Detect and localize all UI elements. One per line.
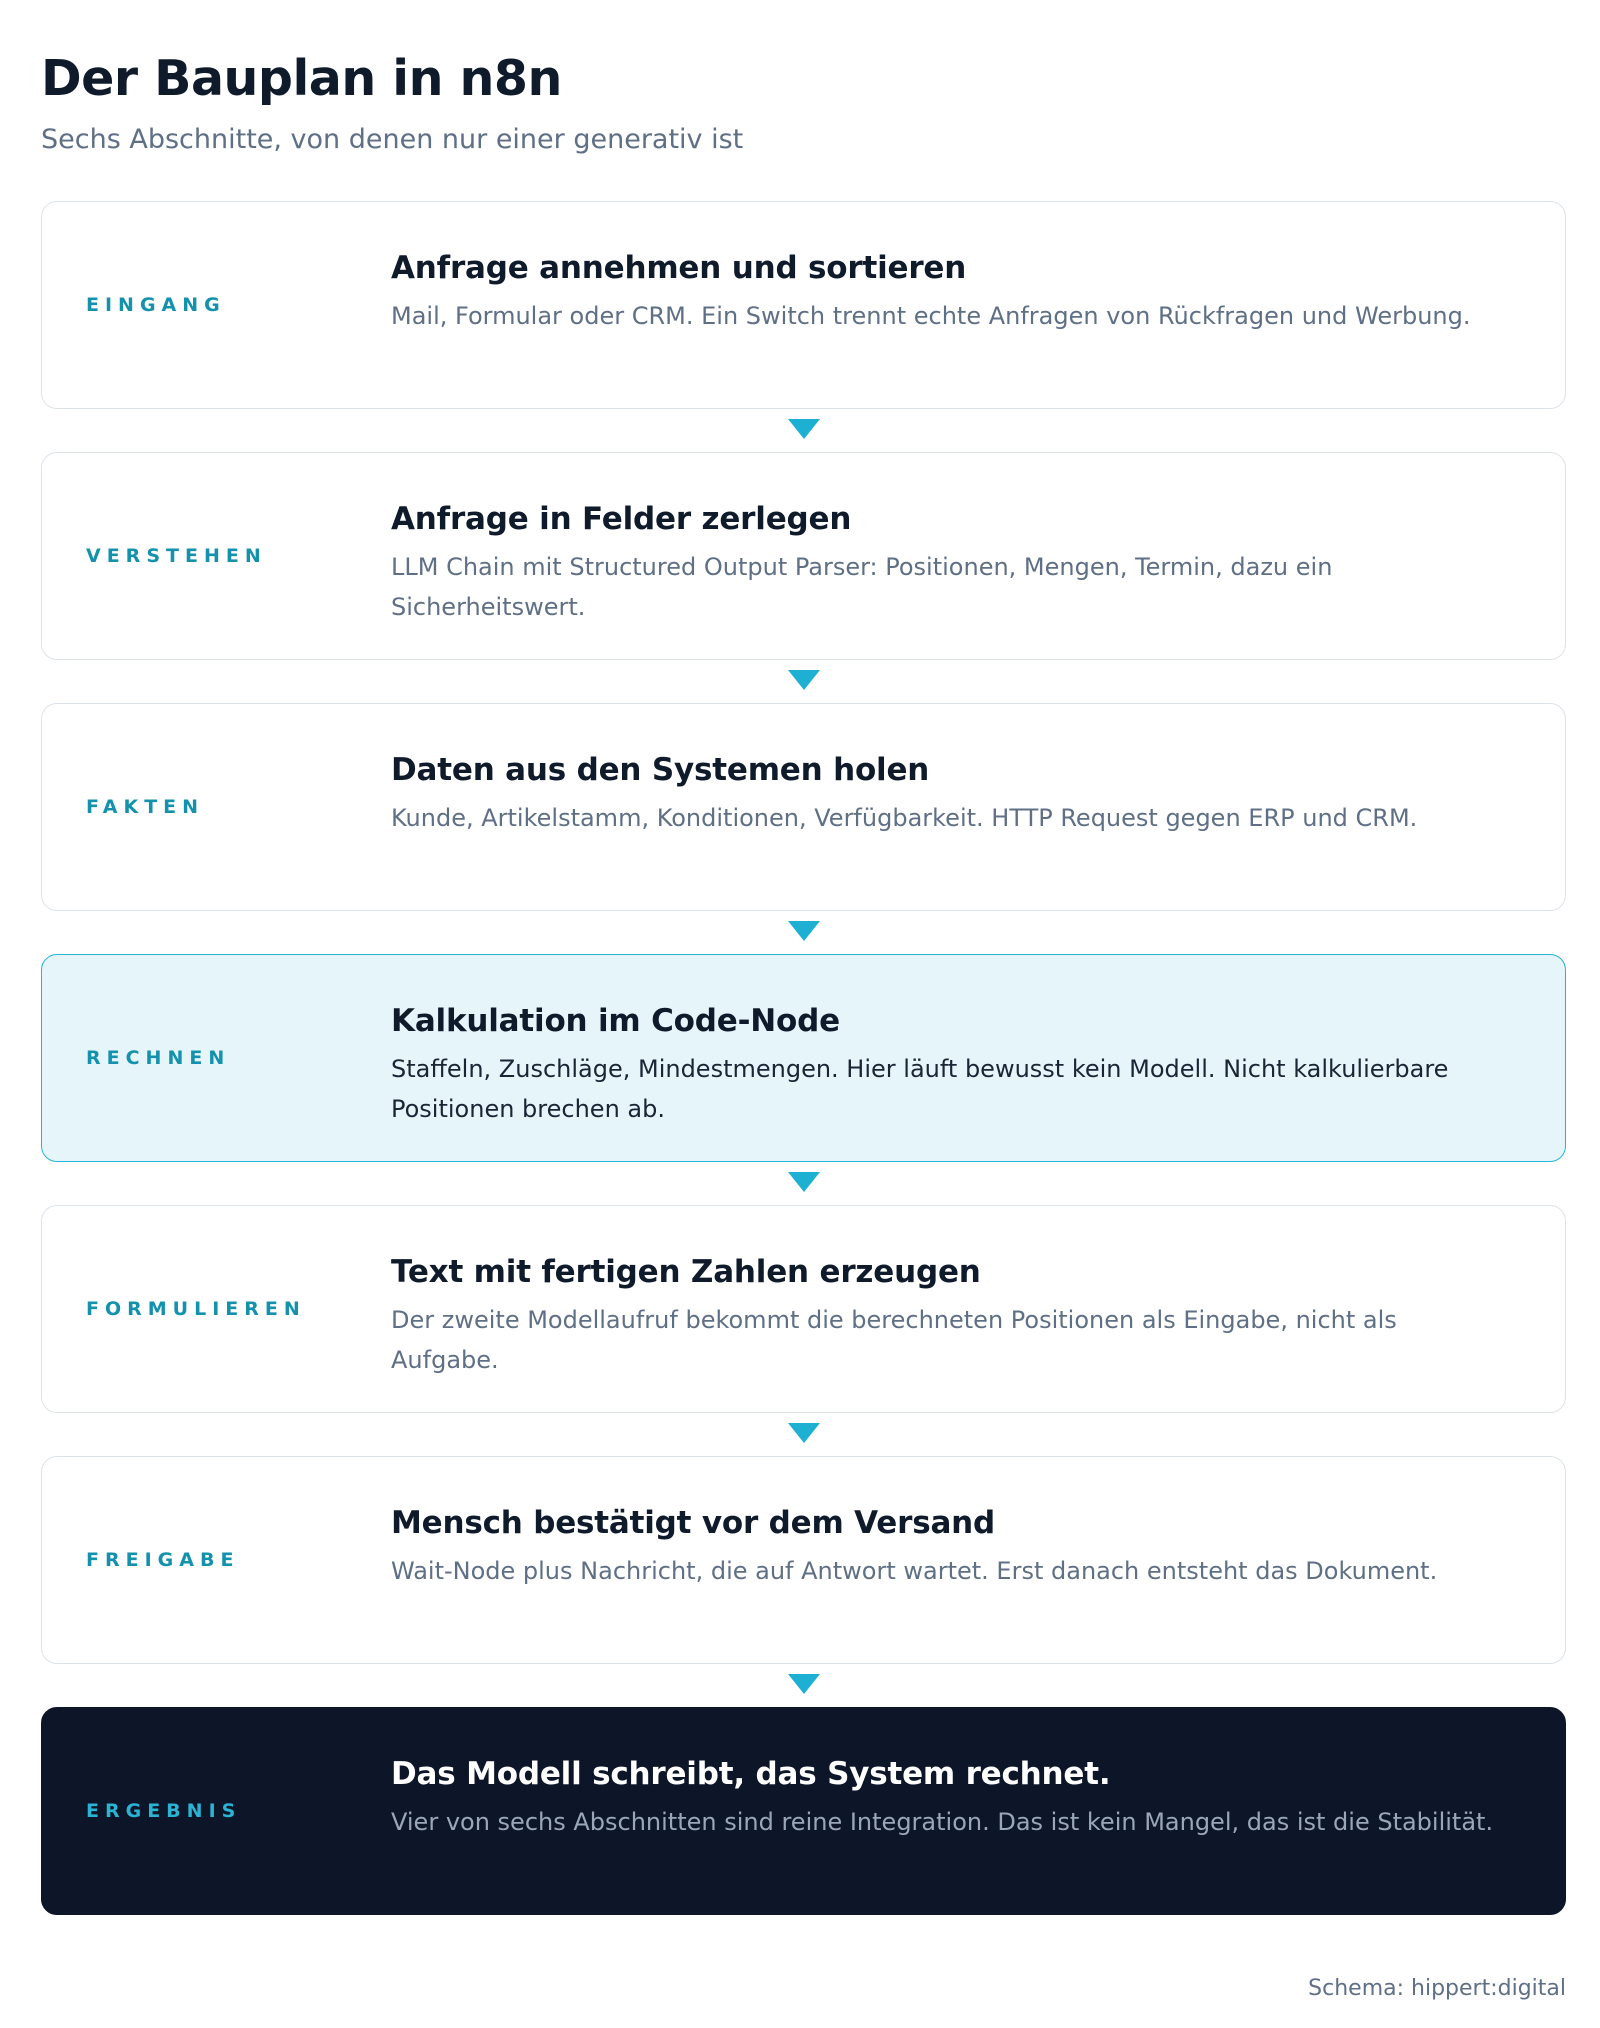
step-label: EINGANG [86, 294, 226, 316]
step-card-rechnen [41, 954, 1566, 1162]
step-label: RECHNEN [86, 1047, 231, 1069]
step-title: Anfrage annehmen und sortieren [391, 250, 967, 286]
step-description: Wait-Node plus Nachricht, die auf Antwort wartet. Erst danach entsteht das Dokument. [391, 1557, 1438, 1585]
arrow-down-icon [788, 921, 820, 941]
step-label: VERSTEHEN [86, 545, 267, 567]
step-body [391, 1252, 1511, 1380]
step-description: Der zweite Modellaufruf bekommt die berechneten Positionen als Eingabe, nicht als Aufgabe. [391, 1306, 1397, 1374]
step-card-ergebnis [41, 1707, 1566, 1915]
step-description: Kunde, Artikelstamm, Konditionen, Verfügbarkeit. HTTP Request gegen ERP und CRM. [391, 804, 1418, 832]
step-card-freigabe [41, 1456, 1566, 1664]
step-body [391, 750, 1511, 838]
step-label: ERGEBNIS [86, 1800, 242, 1822]
step-title: Text mit fertigen Zahlen erzeugen [391, 1254, 981, 1290]
step-label: FORMULIEREN [86, 1298, 306, 1320]
step-description: LLM Chain mit Structured Output Parser: Positionen, Mengen, Termin, dazu ein Sicherheitswert. [391, 553, 1333, 621]
arrow-down-icon [788, 670, 820, 690]
step-body [391, 1503, 1511, 1591]
arrow-down-icon [788, 1674, 820, 1694]
arrow-down-icon [788, 1172, 820, 1192]
step-label: FAKTEN [86, 796, 205, 818]
step-description: Staffeln, Zuschläge, Mindestmengen. Hier läuft bewusst kein Modell. Nicht kalkulierbare Positionen brechen ab. [391, 1055, 1449, 1123]
credit-line: Schema: hippert:digital [1308, 1976, 1566, 2001]
step-card-eingang [41, 201, 1566, 409]
step-card-verstehen [41, 452, 1566, 660]
step-card-fakten [41, 703, 1566, 911]
step-body [391, 499, 1511, 627]
step-title: Daten aus den Systemen holen [391, 752, 930, 788]
step-body [391, 248, 1511, 336]
step-description: Mail, Formular oder CRM. Ein Switch trennt echte Anfragen von Rückfragen und Werbung. [391, 302, 1471, 330]
arrow-down-icon [788, 1423, 820, 1443]
step-card-formulieren [41, 1205, 1566, 1413]
step-label: FREIGABE [86, 1549, 240, 1571]
step-body [391, 1001, 1511, 1129]
step-title: Anfrage in Felder zerlegen [391, 501, 852, 537]
step-description: Vier von sechs Abschnitten sind reine Integration. Das ist kein Mangel, das ist die Stabilität. [391, 1808, 1494, 1836]
page-title: Der Bauplan in n8n [41, 50, 562, 107]
arrow-down-icon [788, 419, 820, 439]
step-title: Kalkulation im Code-Node [391, 1003, 840, 1039]
step-body [391, 1754, 1511, 1842]
page-subtitle: Sechs Abschnitte, von denen nur einer generativ ist [41, 124, 744, 155]
step-title: Das Modell schreibt, das System rechnet. [391, 1756, 1111, 1792]
step-title: Mensch bestätigt vor dem Versand [391, 1505, 996, 1541]
